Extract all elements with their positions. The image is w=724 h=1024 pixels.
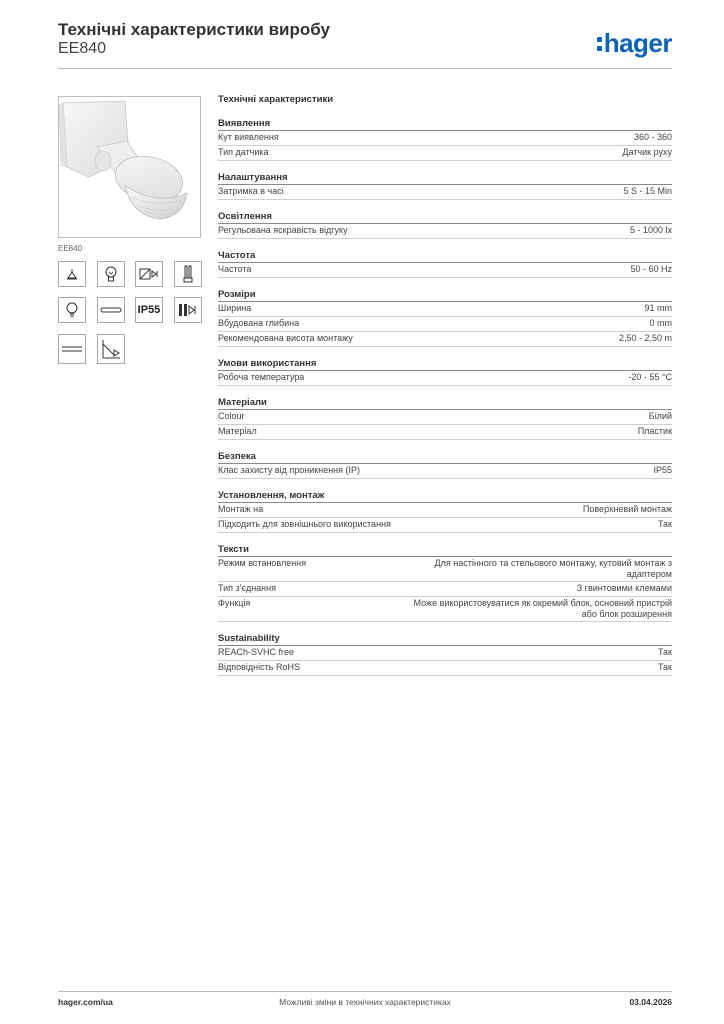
spec-value: -20 - 55 °C [628,372,672,382]
spec-row [218,332,672,347]
spec-value: 91 mm [644,303,672,313]
spec-key: Робоча температура [218,372,305,382]
spec-key: REACh-SVHC free [218,647,295,657]
spec-group [218,450,672,479]
motor-load-icon [174,297,202,323]
brand-logo [597,28,672,59]
spec-row [218,131,672,146]
spec-group-title: Sustainability [218,632,672,646]
bulb-with-base-icon [97,261,125,287]
spec-key: Регульована яскравість відгуку [218,225,348,235]
spec-value: Так [657,519,672,529]
spec-value: Може використовуватися як окремий блок, основний пристрій або блок розширення [413,598,672,619]
spec-value: 2,50 - 2,50 m [618,333,672,343]
spec-key: Клас захисту від проникнення (IP) [218,465,361,475]
spec-row [218,518,672,533]
spec-value: Пластик [637,426,672,436]
spec-group-title: Виявлення [218,117,672,131]
spec-key: Вбудована глибина [218,318,300,328]
spec-key: Частота [218,264,252,274]
spec-key: Рекомендована висота монтажу [218,333,353,343]
spec-value: 360 - 360 [633,132,672,142]
spec-value: Так [657,662,672,672]
spec-group [218,396,672,440]
spec-group [218,249,672,278]
spec-value: 5 - 1000 lx [629,225,672,235]
spec-key: Colour [218,411,245,421]
bulb-icon [58,297,86,323]
spec-key: Тип з'єднання [218,583,276,593]
spec-group [218,210,672,239]
print-date: 03.04.2026 [629,997,672,1007]
spec-key: Функція [218,598,251,608]
spec-row [218,146,672,161]
website-link[interactable]: hager.com/ua [58,997,113,1007]
spec-group [218,117,672,161]
spec-value: З гвинтовими клемами [576,583,672,593]
spec-key: Кут виявлення [218,132,279,142]
spec-group-title: Безпека [218,450,672,464]
ip55-badge: IP55 [135,297,163,323]
led-driver-icon [135,261,163,287]
spec-row [218,317,672,332]
spec-row [218,503,672,518]
spec-group [218,489,672,533]
spec-group [218,171,672,200]
spec-row [218,646,672,661]
spec-row [218,557,672,582]
footer-divider [58,991,672,992]
ceiling-lamp-icon [58,261,86,287]
spec-value: Датчик руху [622,147,672,157]
spec-key: Відповідність RoHS [218,662,300,672]
product-code: EE840 [58,40,107,57]
spec-group-title: Установлення, монтаж [218,489,672,503]
spec-row [218,464,672,479]
spec-row [218,224,672,239]
brand-name: hager [603,28,672,58]
spec-key: Режим встановлення [218,558,307,568]
spec-key: Тип датчика [218,147,269,157]
spec-row [218,371,672,386]
spec-row [218,597,672,622]
spec-row [218,661,672,676]
spec-group-title: Умови використання [218,357,672,371]
product-image [58,96,201,238]
spec-key: Монтаж на [218,504,264,514]
spec-group-title: Освітлення [218,210,672,224]
logo-dots-icon [597,37,602,51]
spec-value: 5 S - 15 Min [623,186,672,196]
header-divider [58,68,672,69]
linear-lamp-icon [97,297,125,323]
spec-group-title: Частота [218,249,672,263]
wall-mount-angle-icon [97,334,125,364]
spec-group-title: Розміри [218,288,672,302]
spec-group-title: Налаштування [218,171,672,185]
spec-table [218,93,672,676]
spec-value: 50 - 60 Hz [630,264,672,274]
spec-groups [218,117,672,676]
spec-group [218,357,672,386]
spec-row [218,410,672,425]
page-footer [58,997,672,1011]
spec-value: Для настінного та стельового монтажу, кутовий монтаж з адаптером [434,558,672,579]
spec-key: Підходить для зовнішнього використання [218,519,391,529]
spec-value: Поверхневий монтаж [582,504,672,514]
spec-group-title: Матеріали [218,396,672,410]
spec-row [218,302,672,317]
spec-value: Так [657,647,672,657]
spec-group [218,632,672,676]
fluorescent-bar-icon [58,334,86,364]
spec-heading: Технічні характеристики [218,94,334,105]
spec-key: Ширина [218,303,252,313]
fluorescent-tube-icon [174,261,202,287]
page-title: Технічні характеристики виробу [58,20,330,39]
spec-key: Затримка в часі [218,186,284,196]
page-header [58,20,672,70]
motion-sensor-illustration [59,97,200,237]
spec-group [218,543,672,622]
spec-row [218,263,672,278]
spec-value: 0 mm [649,318,672,328]
spec-group-title: Тексти [218,543,672,557]
change-notice: Можливі зміни в технічних характеристиках [279,997,451,1007]
spec-row [218,582,672,597]
spec-value: IP55 [653,465,672,475]
image-caption: EE840 [58,244,83,253]
spec-row [218,185,672,200]
spec-key: Матеріал [218,426,257,436]
spec-row [218,425,672,440]
spec-group [218,288,672,347]
spec-value: Білий [648,411,672,421]
